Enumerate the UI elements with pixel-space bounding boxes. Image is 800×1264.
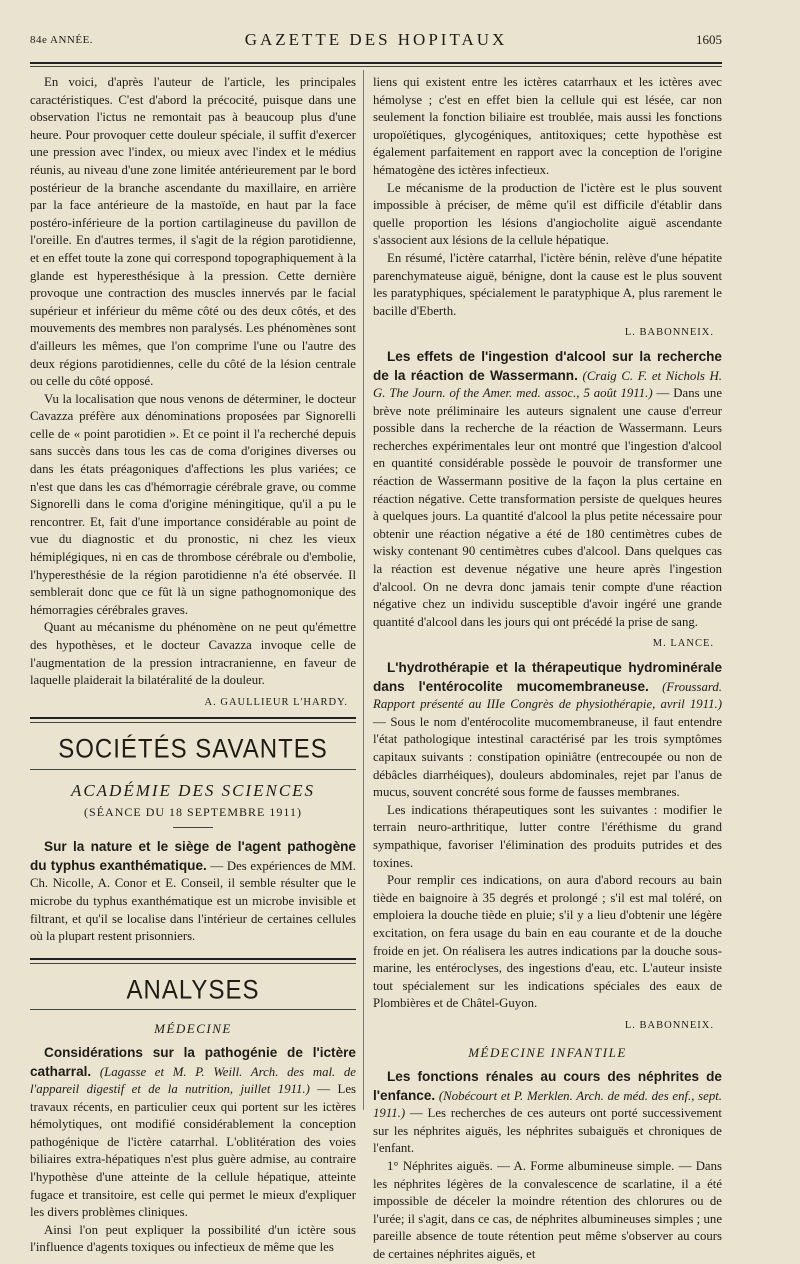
article-reference: (Froussard. Rapport présenté au IIIe Congrès de physiothérapie, avril 1911.): [373, 679, 723, 712]
article-title: Sur la nature et le siège de l'agent pathogène du typhus exanthématique.: [30, 839, 356, 873]
right-column: [373, 74, 722, 1264]
article-hydrotherapie: [373, 659, 722, 802]
article-reference: (Lagasse et M. P. Weill. Arch. des mal. de l'appareil digestif et de la nutrition, juillet 1911.): [30, 1064, 356, 1097]
page-number: 1605: [696, 32, 722, 47]
rubric-medecine: MÉDECINE: [154, 1021, 232, 1037]
left-column: [30, 74, 356, 1257]
article-reference: (Nobécourt et P. Merklen. Arch. de méd. des enf., sept. 1911.): [373, 1088, 722, 1121]
article-body: — Les travaux récents, en particulier ceux qui portent sur les ictères hémolytiques, ont modifié considérablement la conception pathogénique de l'ictère catarrhal. L'oblitération des voies biliaires extra-hépatiques n'est plus guère admise, au contraire l'hypothèse d'une atteinte de la cellule hépatique, atteinte fugace et transitoire, est celle qui permet le mieux d'expliquer les divers problèmes cliniques.: [30, 1082, 356, 1220]
paragraph: Les indications thérapeutiques sont les suivantes : modifier le terrain neuro-arthritique, lutter contre l'éréthisme du grand sympathique, favoriser l'élimination des produits putrides et des toxines.: [373, 802, 722, 870]
section-heading-analyses: ANALYSES: [126, 975, 260, 1006]
article-body: — Sous le nom d'entérocolite mucomembraneuse, il faut entendre l'état pathologique intestinal caractérisé par les trois symptômes capitaux suivants : constipation opiniâtre (entrecoupée ou non de débâcles diarrhéiques), douleurs abdominales, rejet par l'anus de mucus, souvent concrété sous forme de fausses membranes.: [373, 714, 722, 800]
article-body: — Des expériences de MM. Ch. Nicolle, A. Conor et E. Conseil, il semble résulter que le microbe du typhus exanthématique est un microbe invisible et filtrant, et qu'il se localise dans l'intérieur de certaines cellules où la plupart restent prisonniers.: [30, 858, 356, 944]
section-rule: [30, 958, 356, 960]
author-signature: M. LANCE.: [652, 638, 714, 650]
article-title: Considérations sur la pathogénie de l'ictère catharral.: [30, 1044, 356, 1079]
article-title: L'hydrothérapie et la thérapeutique hydrominérale dans l'entérocolite mucomembraneuse.: [373, 660, 722, 694]
article-reference: (Craig C. F. et Nichols H. G. The Journ. of the Amer. med. assoc., 5 août 1911.): [373, 368, 722, 401]
paragraph: Le mécanisme de la production de l'ictère est le plus souvent impossible à préciser, de même qu'il est difficile d'établir dans quelle proportion les lésions d'angiocholite aiguë ascendante s'associent aux lésions de la cellule hépatique.: [373, 180, 722, 248]
section-rule-thin: [30, 722, 356, 723]
paragraph: Pour remplir ces indications, on aura d'abord recours au bain tiède en baignoire à 35 degrés et prolongé ; s'il est mal toléré, on emploiera la douche tiède en pluie; s'il y a lieu d'obtenir une légère excitation, on fera usage du bain en eau courante et de la douche froide en jet. On réalisera les autres indications par la douche sous-marine, les entéroclyses, des ingestions d'eau, etc. L'auteur insiste tout spécialement sur les indications spéciales des eaux de Plombières et de Châtel-Guyon.: [373, 873, 722, 1011]
paragraph: liens qui existent entre les ictères catarrhaux et les ictères avec hémolyse ; c'est en effet bien la cellule qui est lésée, car non seulement la fonction biliaire est troublée, mais aussi les fonctions uropoïétiques, glycogéniques, antitoxiques; cette hypothèse est également parfaitement en rapport avec la conception de l'origine hématogène des ictères infectieux.: [373, 75, 722, 177]
paragraph: Ainsi l'on peut expliquer la possibilité d'un ictère sous l'influence d'agents toxiques ou infectieux de même que les: [30, 1222, 356, 1255]
header-rule-thin: [30, 66, 722, 67]
section-heading-societes: SOCIÉTÉS SAVANTES: [58, 734, 328, 765]
journal-title: GAZETTE DES HOPITAUX: [244, 30, 508, 49]
article-title: Les effets de l'ingestion d'alcool sur la recherche de la réaction de Wassermann.: [373, 348, 722, 383]
paragraph: En voici, d'après l'auteur de l'article, les principales caractéristiques. C'est d'abord la précocité, puisque dans une observation l'ictus ne remontait pas à beaucoup plus d'une heure. Pour provoquer cette douleur spéciale, il suffit d'exercer une pression avec l'index, ou mieux avec l'index et le médius réunis, au niveau d'une zone limitée antérieurement par le bord postérieur de la branche ascendante du maxillaire, en arrière par la face antérieure de la mastoïde, en haut par la face postéro-inférieure de la portion cartilagineuse du pavillon de l'oreille. En d'autres termes, il s'agit de la région parotidienne, et en effet toute la zone qui correspond topographiquement à la glande est hyperesthésique à la pression. Cette dernière provoque une contraction des muscles innervés par le facial supérieur et inférieur du même côté ou des deux côtés, et des mouvements des membres non paralysés. Les phénomènes sont d'ailleurs les mêmes, que l'on comprime l'une ou l'autre des deux régions parotidiennes, celle du côté de la lésion centrale ou celle du côté opposé.: [30, 75, 356, 389]
column-divider: [363, 70, 364, 1110]
article-body: — Dans une brève note préliminaire les auteurs signalent une cause d'erreur possible dans la recherche de la réaction de Wassermann. Leurs recherches expérimentales leur ont montré que l'ingestion d'alcool en quantité considérable possède le pouvoir de transformer une réaction de Wassermann positive de la façon la plus certaine en réaction négative. Cette transformation persiste de quelques heures à quelques jours. La quantité d'alcool la plus petite nécessaire pour obtenir une réaction négative a été de 180 centimètres cubes de wisky contenant 90 centimètres cubes d'alcool. Dans quelques cas la réaction est devenue négative une heure après l'ingestion d'alcool. On ne devra donc jamais tenir compte d'une réaction négative chez un individu susceptible d'avoir ingéré une grande quantité d'alcool dans les jours qui ont précédé la prise de sang.: [373, 386, 722, 629]
paragraph: Vu la localisation que nous venons de déterminer, le docteur Cavazza préfère aux dénominations proposées par Signorelli celle de « point parotidien ». Et ce point il l'a recherché depuis sans succès dans tous les cas de coma d'origines diverses ou dans les états préagoniques d'affections les plus variées; ce n'est que dans les cas d'hémorragie cérébrale grave, ou comme Signorelli dans le coma d'origine méningitique, qu'il a pu le rencontrer. Et, fait d'une importance considérable au point de vue du diagnostic et du pronostic, ni chez les vieux hémiplégiques, ni en cas de thrombose cérébrale ou d'embolie, l'hyperesthésie de la région parotidienne n'a été observée. Il semblerait donc que ce fût là un signe pathognomonique des hémorragies cérébrales graves.: [30, 391, 356, 617]
year-label: 84e ANNÉE.: [30, 34, 94, 46]
section-rule-thin: [30, 1009, 356, 1010]
page-header: [30, 30, 722, 52]
article-alcool: [373, 348, 722, 632]
paragraph: Quant au mécanisme du phénomène on ne peut qu'émettre des hypothèses, et le docteur Cavazza invoque celle de l'augmentation de la pression intracranienne, en faveur de laquelle plaiderait la bilatéralité de la douleur.: [30, 620, 356, 688]
article-title: Les fonctions rénales au cours des néphrites de l'enfance.: [373, 1069, 722, 1103]
rubric-medecine-infantile: MÉDECINE INFANTILE: [468, 1045, 627, 1061]
article-renal: [373, 1068, 722, 1158]
section-rule: [30, 717, 356, 719]
subheading-academie: ACADÉMIE DES SCIENCES: [70, 780, 316, 800]
section-rule-thin: [30, 963, 356, 964]
paragraph: 1° Néphrites aiguës. — A. Forme albumineuse simple. — Dans les néphrites légères de la convalescence de scarlatine, il a été impossible de déceler la moindre rétention des chlorures ou de l'urée; il s'agit, dans ce cas, de néphrites albumineuses simples ; une pareille absence de toute rétention peut même s'observer au cours de certaines néphrites aiguës, et: [373, 1159, 722, 1261]
header-rule: [30, 62, 722, 64]
session-date: (SÉANCE DU 18 SEPTEMBRE 1911): [84, 804, 302, 819]
section-rule-thin: [30, 769, 356, 770]
article-ictere: [30, 1044, 356, 1222]
author-signature: A. GAULLIEUR L'HARDY.: [204, 696, 348, 708]
author-signature: L. BABONNEIX.: [624, 327, 714, 339]
paragraph: En résumé, l'ictère catarrhal, l'ictère bénin, relève d'une hépatite parenchymateuse aiguë, bénigne, dont la cause est le plus souvent les paratyphiques, spécialement le paratyphique A, plus rarement le bacille d'Eberth.: [373, 250, 722, 318]
article-typhus: [30, 838, 356, 946]
article-body: — Les recherches de ces auteurs ont porté successivement sur les néphrites aiguës, les néphrites subaiguës et chroniques de l'enfant.: [373, 1106, 722, 1156]
short-rule: [173, 827, 213, 828]
author-signature: L. BABONNEIX.: [624, 1019, 714, 1031]
